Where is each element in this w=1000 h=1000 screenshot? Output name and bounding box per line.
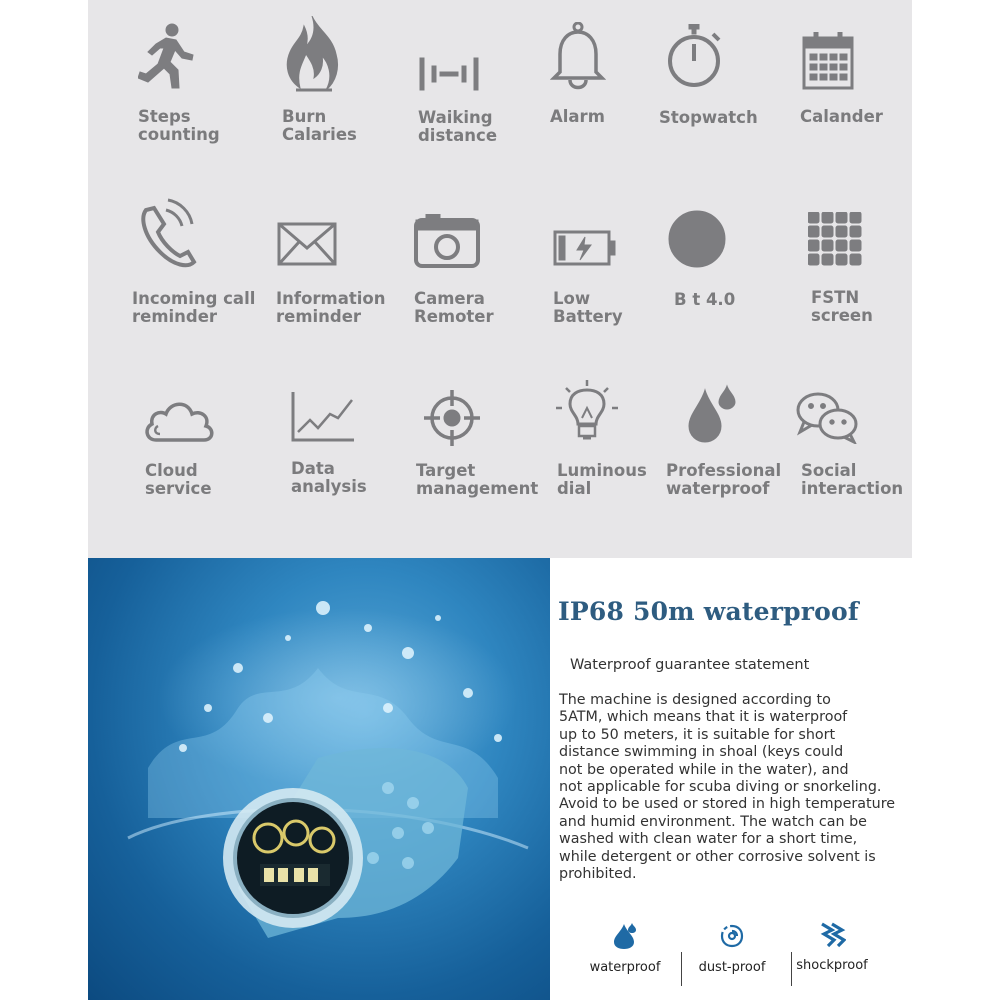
watch-splash-photo (88, 558, 550, 1000)
badge-waterproof (570, 922, 680, 975)
badge-label: dust-proof (698, 960, 766, 975)
dust-swirl-icon (718, 922, 746, 950)
feature-label: Target management (416, 461, 539, 498)
waterproof-statement: The machine is designed according to 5ATM, which means that it is waterproof up to 50 meters, it is suitable for short distance swimming in shoal (keys could not be operated while in the water), and not applicable for scuba diving or snorkeling. Avoid to be used or stored in high temperature and humid environment. The watch can be washed with clean water for a short time, while detergent or other corrosive solvent is prohibited. (559, 692, 896, 883)
feature-label: Incoming call reminder (132, 289, 256, 326)
feature-label: Low Battery (553, 289, 623, 326)
shock-arrows-icon (818, 922, 846, 948)
chat-bubbles-icon (800, 392, 940, 472)
bluetooth-dot-icon (674, 210, 814, 290)
badge-dust-proof (677, 922, 787, 975)
waterproof-subtitle: Waterproof guarantee statement (570, 657, 810, 673)
feature-label: Social interaction (801, 461, 904, 498)
grid-screen-icon (808, 212, 948, 292)
feature-label: B t 4.0 (674, 290, 736, 309)
feature-label: Information reminder (276, 289, 386, 326)
badge-shockproof (777, 922, 887, 973)
feature-label: Camera Remoter (414, 289, 494, 326)
waterproof-title: IP68 50m waterproof (558, 597, 859, 626)
crosshair-icon (416, 390, 556, 470)
feature-label: Stopwatch (659, 108, 758, 127)
phone-icon (132, 196, 272, 276)
feature-label: Calander (800, 107, 883, 126)
feature-label: FSTN screen (811, 288, 873, 325)
running-person-icon (138, 22, 278, 102)
stopwatch-icon (659, 24, 799, 104)
feature-label: Alarm (550, 107, 605, 126)
camera-icon (414, 214, 554, 294)
water-drop-icon (665, 384, 805, 464)
features-panel (88, 0, 912, 558)
badge-label: shockproof (796, 958, 868, 973)
feature-label: Waiking distance (418, 108, 498, 145)
calendar-icon (800, 32, 940, 112)
feature-label: Data analysis (291, 459, 367, 496)
feature-label: Cloud service (145, 461, 212, 498)
flame-icon (282, 16, 422, 96)
feature-label: Professional waterproof (666, 461, 782, 498)
feature-label: Burn Calaries (282, 107, 357, 144)
feature-label: Luminous dial (557, 461, 647, 498)
water-drop-icon (612, 922, 638, 950)
feature-label: Steps counting (138, 107, 220, 144)
badge-label: waterproof (589, 960, 661, 975)
